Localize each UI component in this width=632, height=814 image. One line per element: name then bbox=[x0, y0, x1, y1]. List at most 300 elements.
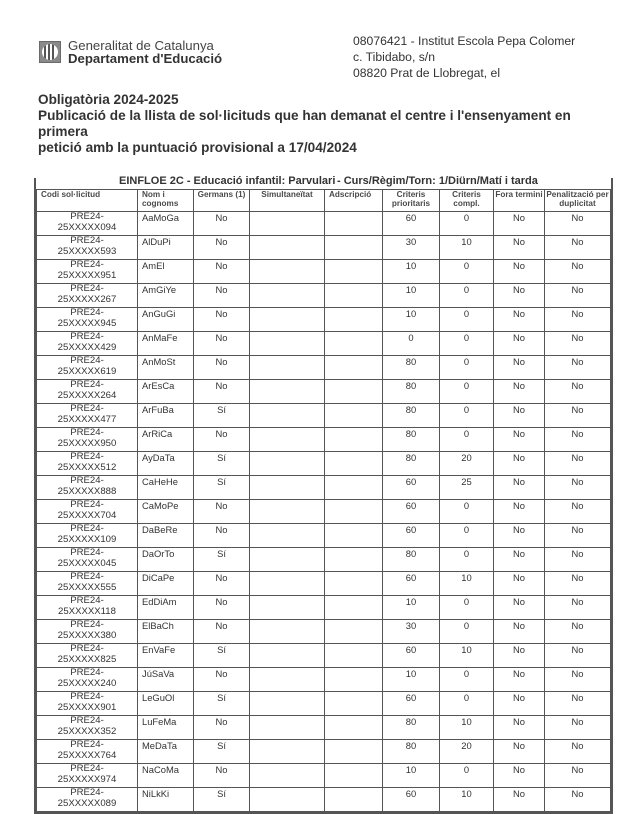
cell-out-of-time: No bbox=[494, 644, 545, 668]
cell-name: JúSaVa bbox=[138, 668, 194, 692]
code-prefix: PRE24- bbox=[70, 355, 104, 366]
org-line-1: Generalitat de Catalunya bbox=[68, 38, 214, 53]
cell-duplicity-penalty: No bbox=[545, 644, 611, 668]
cell-duplicity-penalty: No bbox=[545, 572, 611, 596]
code-suffix: 25XXXXX380 bbox=[57, 629, 117, 641]
table-row bbox=[37, 788, 611, 812]
cell-duplicity-penalty: No bbox=[545, 308, 611, 332]
cell-priority-criteria: 80 bbox=[383, 404, 440, 428]
cell-adscription bbox=[325, 500, 383, 524]
cell-code bbox=[37, 452, 138, 476]
applications-table bbox=[34, 175, 613, 814]
cell-siblings: No bbox=[194, 500, 250, 524]
cell-duplicity-penalty: No bbox=[545, 692, 611, 716]
table-row bbox=[37, 452, 611, 476]
table-caption-schedule: - Curs/Règim/Torn: 1/Diürn/Matí i tarda bbox=[337, 175, 538, 187]
code-prefix: PRE24- bbox=[70, 643, 104, 654]
cell-simultaneity bbox=[250, 308, 325, 332]
cell-siblings: No bbox=[194, 260, 250, 284]
cell-simultaneity bbox=[250, 500, 325, 524]
cell-complementary-criteria: 0 bbox=[440, 332, 494, 356]
cell-adscription bbox=[325, 212, 383, 236]
code-prefix: PRE24- bbox=[70, 571, 104, 582]
code-suffix: 25XXXXX945 bbox=[57, 317, 117, 329]
school-street: c. Tibidabo, s/n bbox=[353, 50, 435, 64]
cell-simultaneity bbox=[250, 764, 325, 788]
col-header-duplicity-penalty: Penalització per duplicitat bbox=[545, 190, 611, 212]
code-suffix: 25XXXXX045 bbox=[57, 557, 117, 569]
cell-siblings: No bbox=[194, 764, 250, 788]
code-prefix: PRE24- bbox=[70, 451, 104, 462]
cell-priority-criteria: 60 bbox=[383, 644, 440, 668]
cell-priority-criteria: 60 bbox=[383, 788, 440, 812]
code-suffix: 25XXXXX512 bbox=[57, 461, 117, 473]
cell-complementary-criteria: 0 bbox=[440, 260, 494, 284]
code-suffix: 25XXXXX619 bbox=[57, 365, 117, 377]
cell-code bbox=[37, 596, 138, 620]
cell-out-of-time: No bbox=[494, 332, 545, 356]
cell-out-of-time: No bbox=[494, 548, 545, 572]
cell-complementary-criteria: 0 bbox=[440, 500, 494, 524]
code-suffix: 25XXXXX477 bbox=[57, 413, 117, 425]
cell-simultaneity bbox=[250, 572, 325, 596]
cell-complementary-criteria: 0 bbox=[440, 692, 494, 716]
cell-name: ArFuBa bbox=[138, 404, 194, 428]
cell-siblings: No bbox=[194, 380, 250, 404]
code-prefix: PRE24- bbox=[70, 499, 104, 510]
table-row bbox=[37, 236, 611, 260]
cell-out-of-time: No bbox=[494, 428, 545, 452]
cell-code bbox=[37, 668, 138, 692]
table-row bbox=[37, 596, 611, 620]
cell-siblings: Sí bbox=[194, 404, 250, 428]
cell-adscription bbox=[325, 788, 383, 812]
cell-out-of-time: No bbox=[494, 236, 545, 260]
cell-adscription bbox=[325, 620, 383, 644]
cell-code bbox=[37, 740, 138, 764]
col-header-out-of-time: Fora termini bbox=[494, 190, 545, 212]
cell-siblings: Sí bbox=[194, 692, 250, 716]
code-suffix: 25XXXXX555 bbox=[57, 581, 117, 593]
cell-name: AmGiYe bbox=[138, 284, 194, 308]
cell-complementary-criteria: 0 bbox=[440, 620, 494, 644]
cell-name: EnVaFe bbox=[138, 644, 194, 668]
cell-duplicity-penalty: No bbox=[545, 476, 611, 500]
cell-duplicity-penalty: No bbox=[545, 356, 611, 380]
cell-duplicity-penalty: No bbox=[545, 716, 611, 740]
table-row bbox=[37, 692, 611, 716]
code-suffix: 25XXXXX267 bbox=[57, 293, 117, 305]
cell-simultaneity bbox=[250, 644, 325, 668]
table-row bbox=[37, 476, 611, 500]
cell-priority-criteria: 10 bbox=[383, 260, 440, 284]
cell-priority-criteria: 60 bbox=[383, 572, 440, 596]
cell-out-of-time: No bbox=[494, 260, 545, 284]
table-row bbox=[37, 356, 611, 380]
document-title: Obligatòria 2024-2025 bbox=[38, 92, 179, 107]
col-header-name: Nom i cognoms bbox=[138, 190, 194, 212]
cell-siblings: No bbox=[194, 596, 250, 620]
code-suffix: 25XXXXX264 bbox=[57, 389, 117, 401]
table-row bbox=[37, 764, 611, 788]
cell-adscription bbox=[325, 236, 383, 260]
code-suffix: 25XXXXX764 bbox=[57, 749, 117, 761]
cell-simultaneity bbox=[250, 692, 325, 716]
cell-simultaneity bbox=[250, 524, 325, 548]
cell-complementary-criteria: 0 bbox=[440, 212, 494, 236]
cell-priority-criteria: 10 bbox=[383, 668, 440, 692]
cell-siblings: No bbox=[194, 356, 250, 380]
table-header-row bbox=[37, 190, 611, 212]
document-titles bbox=[38, 92, 613, 156]
table-row bbox=[37, 500, 611, 524]
cell-adscription bbox=[325, 332, 383, 356]
code-suffix: 25XXXXX094 bbox=[57, 221, 117, 233]
cell-duplicity-penalty: No bbox=[545, 548, 611, 572]
cell-out-of-time: No bbox=[494, 716, 545, 740]
school-city: 08820 Prat de Llobregat, el bbox=[353, 66, 501, 80]
cell-simultaneity bbox=[250, 476, 325, 500]
cell-name: DaOrTo bbox=[138, 548, 194, 572]
cell-complementary-criteria: 0 bbox=[440, 524, 494, 548]
cell-duplicity-penalty: No bbox=[545, 404, 611, 428]
cell-priority-criteria: 80 bbox=[383, 380, 440, 404]
code-suffix: 25XXXXX704 bbox=[57, 509, 117, 521]
cell-complementary-criteria: 0 bbox=[440, 308, 494, 332]
cell-adscription bbox=[325, 524, 383, 548]
cell-simultaneity bbox=[250, 740, 325, 764]
col-header-adscription: Adscripció bbox=[325, 190, 383, 212]
cell-duplicity-penalty: No bbox=[545, 596, 611, 620]
cell-out-of-time: No bbox=[494, 356, 545, 380]
cell-code bbox=[37, 692, 138, 716]
cell-duplicity-penalty: No bbox=[545, 284, 611, 308]
cell-simultaneity bbox=[250, 548, 325, 572]
code-prefix: PRE24- bbox=[70, 595, 104, 606]
cell-code bbox=[37, 500, 138, 524]
table-row bbox=[37, 620, 611, 644]
cell-siblings: No bbox=[194, 308, 250, 332]
table-caption bbox=[36, 175, 611, 189]
cell-duplicity-penalty: No bbox=[545, 620, 611, 644]
cell-out-of-time: No bbox=[494, 308, 545, 332]
cell-adscription bbox=[325, 572, 383, 596]
cell-simultaneity bbox=[250, 212, 325, 236]
cell-code bbox=[37, 404, 138, 428]
generalitat-logo-icon bbox=[39, 41, 61, 63]
cell-name: ArEsCa bbox=[138, 380, 194, 404]
cell-siblings: Sí bbox=[194, 788, 250, 812]
cell-priority-criteria: 60 bbox=[383, 212, 440, 236]
cell-code bbox=[37, 260, 138, 284]
cell-code bbox=[37, 476, 138, 500]
cell-priority-criteria: 80 bbox=[383, 740, 440, 764]
table-caption-course: EINFLOE 2C - Educació infantil: Parvulari bbox=[119, 175, 336, 187]
cell-adscription bbox=[325, 596, 383, 620]
code-prefix: PRE24- bbox=[70, 547, 104, 558]
cell-simultaneity bbox=[250, 716, 325, 740]
col-header-simultaneity: Simultaneïtat bbox=[250, 190, 325, 212]
table-row bbox=[37, 332, 611, 356]
cell-out-of-time: No bbox=[494, 692, 545, 716]
cell-name: ElBaCh bbox=[138, 620, 194, 644]
cell-priority-criteria: 80 bbox=[383, 548, 440, 572]
code-suffix: 25XXXXX109 bbox=[57, 533, 117, 545]
cell-out-of-time: No bbox=[494, 788, 545, 812]
cell-adscription bbox=[325, 380, 383, 404]
col-header-code: Codi sol·licitud bbox=[37, 190, 138, 212]
cell-adscription bbox=[325, 356, 383, 380]
table-row bbox=[37, 284, 611, 308]
cell-adscription bbox=[325, 668, 383, 692]
cell-code bbox=[37, 428, 138, 452]
cell-simultaneity bbox=[250, 260, 325, 284]
cell-code bbox=[37, 548, 138, 572]
cell-duplicity-penalty: No bbox=[545, 332, 611, 356]
code-suffix: 25XXXXX974 bbox=[57, 773, 117, 785]
code-prefix: PRE24- bbox=[70, 427, 104, 438]
cell-name: AnMaFe bbox=[138, 332, 194, 356]
cell-code bbox=[37, 716, 138, 740]
cell-priority-criteria: 10 bbox=[383, 764, 440, 788]
cell-code bbox=[37, 620, 138, 644]
cell-name: NaCoMa bbox=[138, 764, 194, 788]
school-address bbox=[353, 33, 575, 81]
code-prefix: PRE24- bbox=[70, 787, 104, 798]
cell-complementary-criteria: 0 bbox=[440, 668, 494, 692]
code-suffix: 25XXXXX901 bbox=[57, 701, 117, 713]
cell-simultaneity bbox=[250, 428, 325, 452]
cell-simultaneity bbox=[250, 356, 325, 380]
code-suffix: 25XXXXX888 bbox=[57, 485, 117, 497]
table-row bbox=[37, 404, 611, 428]
table-row bbox=[37, 668, 611, 692]
cell-simultaneity bbox=[250, 788, 325, 812]
table-row bbox=[37, 740, 611, 764]
cell-name: AnGuGi bbox=[138, 308, 194, 332]
cell-simultaneity bbox=[250, 452, 325, 476]
cell-out-of-time: No bbox=[494, 668, 545, 692]
cell-simultaneity bbox=[250, 284, 325, 308]
cell-priority-criteria: 10 bbox=[383, 308, 440, 332]
document-subtitle-1: Publicació de la llista de sol·licituds que han demanat el centre i l'ensenyament en primera bbox=[38, 108, 571, 139]
cell-out-of-time: No bbox=[494, 476, 545, 500]
cell-siblings: No bbox=[194, 572, 250, 596]
table-row bbox=[37, 308, 611, 332]
cell-name: NiLkKi bbox=[138, 788, 194, 812]
cell-complementary-criteria: 0 bbox=[440, 284, 494, 308]
cell-code bbox=[37, 356, 138, 380]
cell-name: MeDaTa bbox=[138, 740, 194, 764]
table-row bbox=[37, 716, 611, 740]
code-prefix: PRE24- bbox=[70, 523, 104, 534]
cell-adscription bbox=[325, 452, 383, 476]
code-suffix: 25XXXXX089 bbox=[57, 797, 117, 809]
code-suffix: 25XXXXX950 bbox=[57, 437, 117, 449]
code-prefix: PRE24- bbox=[70, 763, 104, 774]
cell-adscription bbox=[325, 716, 383, 740]
cell-complementary-criteria: 0 bbox=[440, 428, 494, 452]
table-row bbox=[37, 548, 611, 572]
cell-complementary-criteria: 0 bbox=[440, 380, 494, 404]
cell-complementary-criteria: 20 bbox=[440, 740, 494, 764]
code-prefix: PRE24- bbox=[70, 307, 104, 318]
code-prefix: PRE24- bbox=[70, 331, 104, 342]
cell-complementary-criteria: 25 bbox=[440, 476, 494, 500]
cell-code bbox=[37, 308, 138, 332]
cell-name: ArRiCa bbox=[138, 428, 194, 452]
cell-priority-criteria: 80 bbox=[383, 716, 440, 740]
school-name: 08076421 - Institut Escola Pepa Colomer bbox=[353, 34, 576, 48]
cell-name: AaMoGa bbox=[138, 212, 194, 236]
cell-code bbox=[37, 236, 138, 260]
document-subtitle-2: petició amb la puntuació provisional a 17/04/2024 bbox=[38, 140, 357, 155]
code-suffix: 25XXXXX118 bbox=[58, 605, 116, 617]
cell-duplicity-penalty: No bbox=[545, 452, 611, 476]
cell-code bbox=[37, 524, 138, 548]
code-suffix: 25XXXXX951 bbox=[57, 269, 117, 281]
cell-priority-criteria: 60 bbox=[383, 500, 440, 524]
table-row bbox=[37, 524, 611, 548]
cell-duplicity-penalty: No bbox=[545, 236, 611, 260]
cell-priority-criteria: 30 bbox=[383, 620, 440, 644]
cell-priority-criteria: 80 bbox=[383, 428, 440, 452]
cell-adscription bbox=[325, 644, 383, 668]
code-prefix: PRE24- bbox=[70, 211, 104, 222]
cell-out-of-time: No bbox=[494, 620, 545, 644]
code-prefix: PRE24- bbox=[70, 259, 104, 270]
cell-name: DiCaPe bbox=[138, 572, 194, 596]
cell-simultaneity bbox=[250, 620, 325, 644]
code-prefix: PRE24- bbox=[70, 235, 104, 246]
cell-code bbox=[37, 380, 138, 404]
cell-siblings: Sí bbox=[194, 644, 250, 668]
cell-siblings: Sí bbox=[194, 740, 250, 764]
code-suffix: 25XXXXX825 bbox=[57, 653, 117, 665]
cell-code bbox=[37, 764, 138, 788]
cell-priority-criteria: 80 bbox=[383, 356, 440, 380]
col-header-priority-criteria: Criteris prioritaris bbox=[383, 190, 440, 212]
cell-complementary-criteria: 0 bbox=[440, 404, 494, 428]
cell-out-of-time: No bbox=[494, 212, 545, 236]
cell-complementary-criteria: 20 bbox=[440, 452, 494, 476]
cell-adscription bbox=[325, 284, 383, 308]
cell-name: EdDiAm bbox=[138, 596, 194, 620]
cell-name: AnMoSt bbox=[138, 356, 194, 380]
cell-adscription bbox=[325, 260, 383, 284]
cell-adscription bbox=[325, 308, 383, 332]
cell-duplicity-penalty: No bbox=[545, 380, 611, 404]
code-prefix: PRE24- bbox=[70, 283, 104, 294]
cell-name: CaMoPe bbox=[138, 500, 194, 524]
cell-duplicity-penalty: No bbox=[545, 524, 611, 548]
cell-adscription bbox=[325, 692, 383, 716]
code-prefix: PRE24- bbox=[70, 691, 104, 702]
cell-adscription bbox=[325, 476, 383, 500]
cell-out-of-time: No bbox=[494, 284, 545, 308]
cell-siblings: No bbox=[194, 236, 250, 260]
cell-complementary-criteria: 10 bbox=[440, 236, 494, 260]
cell-complementary-criteria: 10 bbox=[440, 572, 494, 596]
cell-out-of-time: No bbox=[494, 524, 545, 548]
cell-complementary-criteria: 10 bbox=[440, 788, 494, 812]
cell-siblings: No bbox=[194, 332, 250, 356]
cell-priority-criteria: 60 bbox=[383, 524, 440, 548]
cell-duplicity-penalty: No bbox=[545, 428, 611, 452]
table-row bbox=[37, 260, 611, 284]
cell-out-of-time: No bbox=[494, 596, 545, 620]
code-prefix: PRE24- bbox=[70, 403, 104, 414]
cell-name: AyDaTa bbox=[138, 452, 194, 476]
cell-code bbox=[37, 284, 138, 308]
org-line-2: Departament d'Educació bbox=[68, 51, 223, 66]
cell-simultaneity bbox=[250, 380, 325, 404]
cell-duplicity-penalty: No bbox=[545, 788, 611, 812]
code-prefix: PRE24- bbox=[70, 619, 104, 630]
cell-simultaneity bbox=[250, 596, 325, 620]
cell-siblings: No bbox=[194, 716, 250, 740]
cell-adscription bbox=[325, 404, 383, 428]
cell-out-of-time: No bbox=[494, 404, 545, 428]
cell-siblings: Sí bbox=[194, 476, 250, 500]
cell-name: DaBeRe bbox=[138, 524, 194, 548]
cell-siblings: Sí bbox=[194, 548, 250, 572]
code-prefix: PRE24- bbox=[70, 715, 104, 726]
cell-complementary-criteria: 10 bbox=[440, 644, 494, 668]
organization-name bbox=[68, 39, 222, 65]
cell-adscription bbox=[325, 428, 383, 452]
cell-siblings: No bbox=[194, 524, 250, 548]
cell-siblings: Sí bbox=[194, 452, 250, 476]
cell-priority-criteria: 30 bbox=[383, 236, 440, 260]
cell-duplicity-penalty: No bbox=[545, 212, 611, 236]
cell-code bbox=[37, 788, 138, 812]
cell-priority-criteria: 60 bbox=[383, 692, 440, 716]
cell-out-of-time: No bbox=[494, 572, 545, 596]
code-prefix: PRE24- bbox=[70, 379, 104, 390]
cell-adscription bbox=[325, 548, 383, 572]
code-suffix: 25XXXXX593 bbox=[57, 245, 117, 257]
cell-name: CaHeHe bbox=[138, 476, 194, 500]
cell-simultaneity bbox=[250, 668, 325, 692]
cell-out-of-time: No bbox=[494, 500, 545, 524]
cell-complementary-criteria: 0 bbox=[440, 596, 494, 620]
cell-simultaneity bbox=[250, 332, 325, 356]
cell-out-of-time: No bbox=[494, 740, 545, 764]
cell-name: AmEl bbox=[138, 260, 194, 284]
cell-code bbox=[37, 332, 138, 356]
cell-out-of-time: No bbox=[494, 452, 545, 476]
cell-siblings: No bbox=[194, 668, 250, 692]
cell-siblings: No bbox=[194, 284, 250, 308]
cell-adscription bbox=[325, 740, 383, 764]
cell-priority-criteria: 80 bbox=[383, 452, 440, 476]
cell-name: AlDuPi bbox=[138, 236, 194, 260]
cell-adscription bbox=[325, 764, 383, 788]
cell-code bbox=[37, 572, 138, 596]
cell-priority-criteria: 0 bbox=[383, 332, 440, 356]
cell-out-of-time: No bbox=[494, 380, 545, 404]
cell-name: LuFeMa bbox=[138, 716, 194, 740]
cell-priority-criteria: 10 bbox=[383, 284, 440, 308]
cell-duplicity-penalty: No bbox=[545, 500, 611, 524]
table-row bbox=[37, 644, 611, 668]
table-row bbox=[37, 212, 611, 236]
cell-complementary-criteria: 0 bbox=[440, 356, 494, 380]
code-suffix: 25XXXXX429 bbox=[57, 341, 117, 353]
cell-complementary-criteria: 0 bbox=[440, 764, 494, 788]
cell-duplicity-penalty: No bbox=[545, 740, 611, 764]
